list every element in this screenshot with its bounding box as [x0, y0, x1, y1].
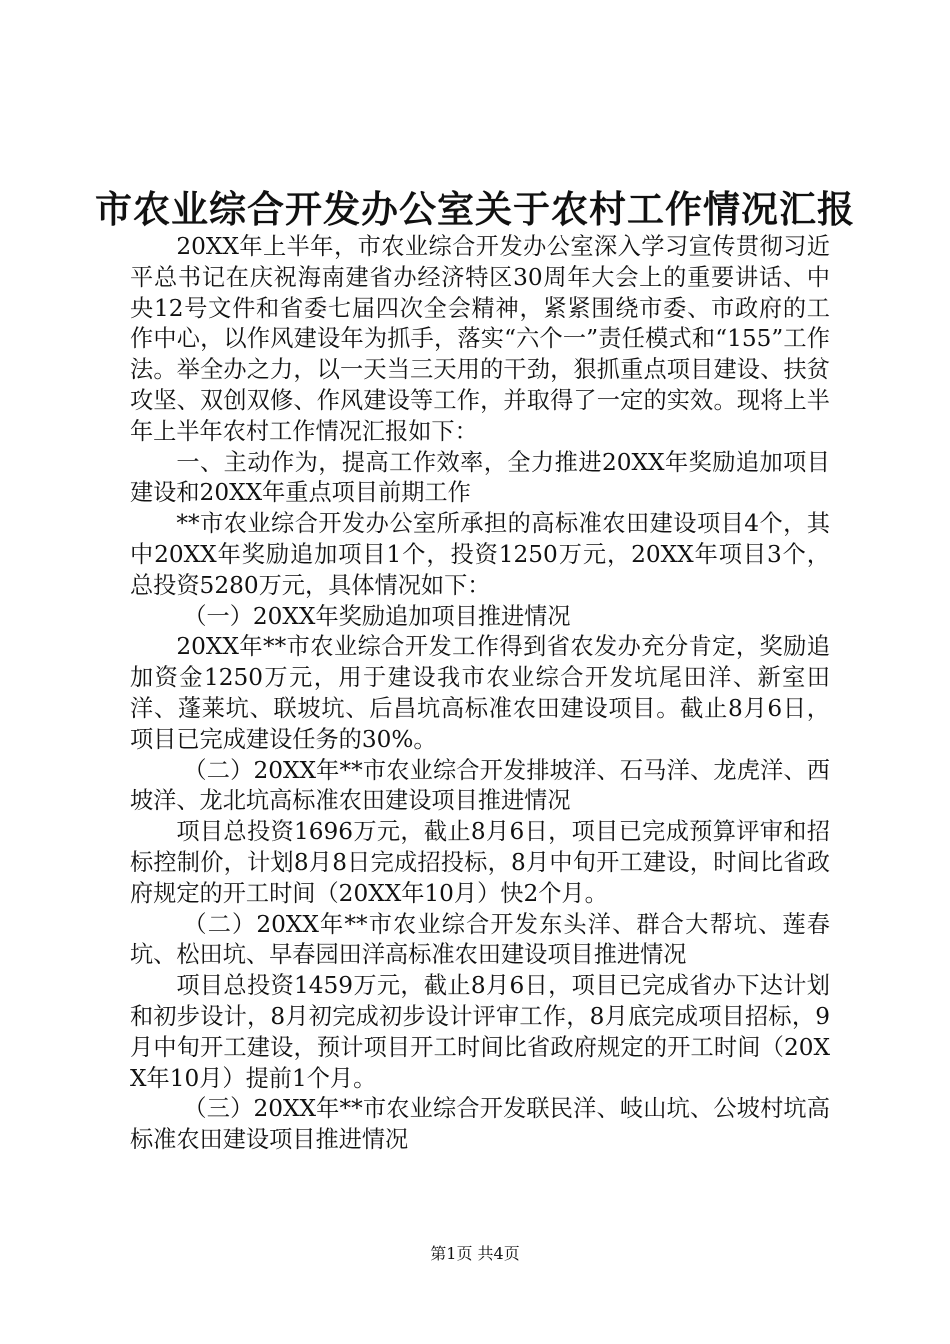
- document-body: [130, 232, 830, 1156]
- subsection-paragraph-2: 项目总投资1696万元，截止8月6日，项目已完成预算评审和招标控制价，计划8月8日完成招投标，8月中旬开工建设，时间比省政府规定的开工时间（20XX年10月）快2个月。: [130, 818, 830, 907]
- subsection-heading-2: （二）20XX年**市农业综合开发排坡洋、石马洋、龙虎洋、西坡洋、龙北坑高标准农田建设项目推进情况: [130, 756, 830, 815]
- page-footer: 第1页 共4页: [430, 1244, 520, 1263]
- intro-paragraph: 20XX年上半年，市农业综合开发办公室深入学习宣传贯彻习近平总书记在庆祝海南建省办经济特区30周年大会上的重要讲话、中央12号文件和省委七届四次全会精神，紧紧围绕市委、市政府的工作中心，以作风建设年为抓手，落实“六个一”责任模式和“155”工作法。举全办之力，以一天当三天用的干劲，狠抓重点项目建设、扶贫攻坚、双创双修、作风建设等工作，并取得了一定的实效。现将上半年上半年农村工作情况汇报如下：: [130, 233, 830, 445]
- overview-paragraph: **市农业综合开发办公室所承担的高标准农田建设项目4个，其中20XX年奖励追加项目1个，投资1250万元，20XX年项目3个，总投资5280万元，具体情况如下：: [130, 510, 830, 599]
- subsection-heading-3: （二）20XX年**市农业综合开发东头洋、群合大帮坑、莲春坑、松田坑、早春园田洋高标准农田建设项目推进情况: [130, 910, 830, 969]
- subsection-heading-1: （一）20XX年奖励追加项目推进情况: [183, 602, 571, 630]
- document-title: 市农业综合开发办公室关于农村工作情况汇报: [95, 187, 855, 231]
- section-heading-1: 一、主动作为，提高工作效率，全力推进20XX年奖励追加项目建设和20XX年重点项目前期工作: [130, 448, 830, 507]
- subsection-heading-4: （三）20XX年**市农业综合开发联民洋、岐山坑、公坡村坑高标准农田建设项目推进情况: [130, 1095, 830, 1154]
- subsection-paragraph-3: 项目总投资1459万元，截止8月6日，项目已完成省办下达计划和初步设计，8月初完成初步设计评审工作，8月底完成项目招标，9月中旬开工建设，预计项目开工时间比省政府规定的开工时间（20XX年10月）提前1个月。: [130, 972, 830, 1092]
- subsection-paragraph-1: 20XX年**市农业综合开发工作得到省农发办充分肯定，奖励追加资金1250万元，用于建设我市农业综合开发坑尾田洋、新室田洋、蓬莱坑、联坡坑、后昌坑高标准农田建设项目。截止8月6日，项目已完成建设任务的30%。: [130, 633, 830, 753]
